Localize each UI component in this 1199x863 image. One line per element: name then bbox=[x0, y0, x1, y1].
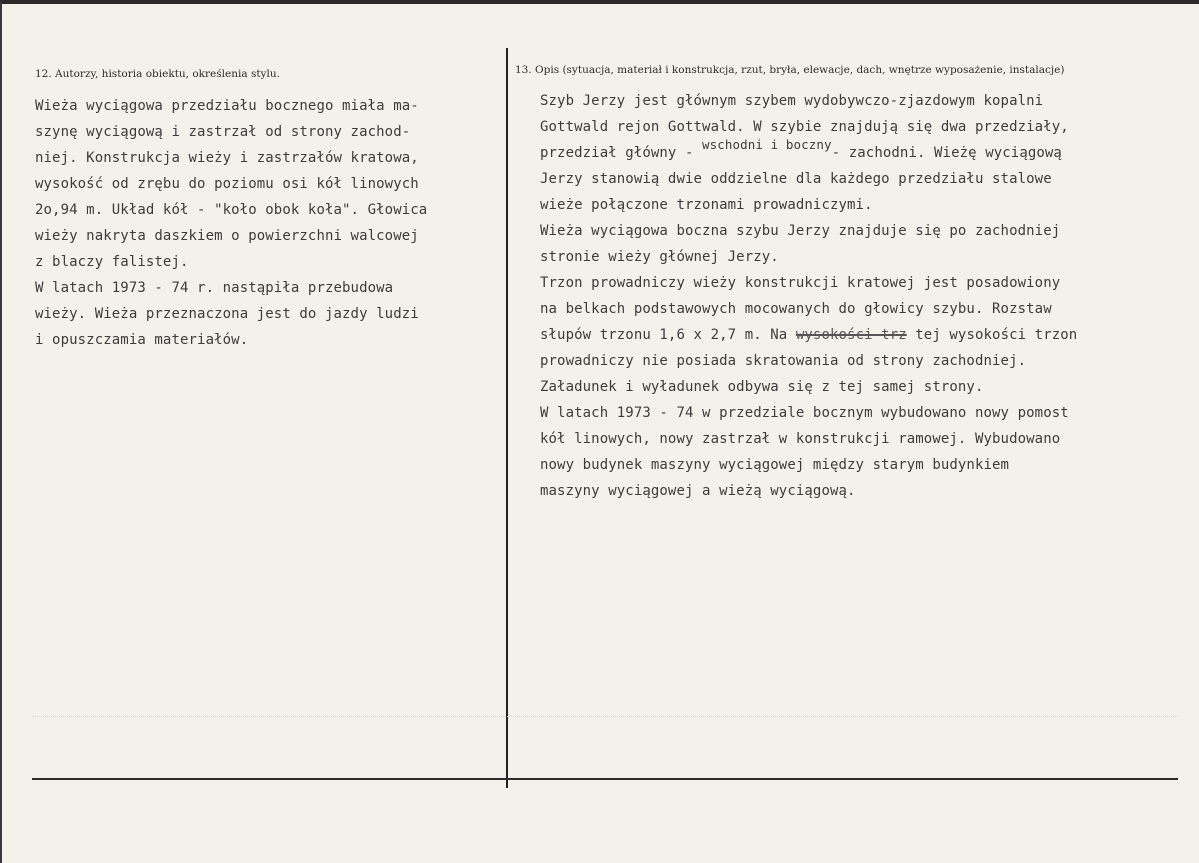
text-line: prowadniczy nie posiada skratowania od strony zachodniej. bbox=[540, 353, 1027, 369]
text-fragment: - zachodni. Wieżę wyciągową bbox=[831, 145, 1062, 161]
text-line: wysokość od zrębu do poziomu osi kół linowych bbox=[35, 176, 419, 192]
section-13-header: 13. Opis (sytuacja, materiał i konstrukcja, rzut, bryła, elewacje, dach, wnętrze wyposażenie, instalacje) bbox=[515, 64, 1065, 76]
text-line: W latach 1973 - 74 w przedziale bocznym wybudowano nowy pomost bbox=[540, 405, 1069, 421]
text-line bbox=[540, 137, 1077, 166]
text-line: maszyny wyciągowej a wieżą wyciągową. bbox=[540, 483, 856, 499]
text-line bbox=[540, 322, 1077, 348]
text-line: wieży. Wieża przeznaczona jest do jazdy ludzi bbox=[35, 306, 419, 322]
text-line: Trzon prowadniczy wieży konstrukcji kratowej jest posadowiony bbox=[540, 275, 1061, 291]
text-line: W latach 1973 - 74 r. nastąpiła przebudowa bbox=[35, 280, 394, 296]
text-line: nowy budynek maszyny wyciągowej między starym budynkiem bbox=[540, 457, 1010, 473]
text-line: Wieża wyciągowa boczna szybu Jerzy znajduje się po zachodniej bbox=[540, 223, 1061, 239]
text-fragment: przedział główny - bbox=[540, 145, 703, 161]
text-line: Szyb Jerzy jest głównym szybem wydobywczo-zjazdowym kopalni bbox=[540, 93, 1044, 109]
text-line: na belkach podstawowych mocowanych do głowicy szybu. Rozstaw bbox=[540, 301, 1052, 317]
text-line: Gottwald rejon Gottwald. W szybie znajdują się dwa przedziały, bbox=[540, 119, 1069, 135]
text-fragment: słupów trzonu 1,6 x 2,7 m. Na bbox=[540, 327, 796, 343]
section-12-text bbox=[35, 93, 427, 353]
faint-rule bbox=[32, 716, 1178, 718]
text-line: z blaczy falistej. bbox=[35, 254, 189, 270]
struck-out-text: wysokości trz bbox=[795, 327, 907, 343]
text-line: stronie wieży głównej Jerzy. bbox=[540, 249, 779, 265]
section-12-header: 12. Autorzy, historia obiektu, określenia stylu. bbox=[35, 68, 280, 80]
inserted-text: wschodni i boczny bbox=[702, 137, 832, 152]
section-13-text bbox=[540, 88, 1077, 504]
text-line: szynę wyciągową i zastrzał od strony zachod- bbox=[35, 124, 411, 140]
text-line: Załadunek i wyładunek odbywa się z tej samej strony. bbox=[540, 379, 984, 395]
text-line: i opuszczamia materiałów. bbox=[35, 332, 249, 348]
text-line: Wieża wyciągowa przedziału bocznego miała ma- bbox=[35, 98, 419, 114]
bottom-rule bbox=[32, 778, 1178, 780]
text-line: wieże połączone trzonami prowadniczymi. bbox=[540, 197, 873, 213]
text-line: niej. Konstrukcja wieży i zastrzałów kratowa, bbox=[35, 150, 419, 166]
column-divider bbox=[506, 48, 508, 788]
text-line: wieży nakryta daszkiem o powierzchni walcowej bbox=[35, 228, 419, 244]
text-line: 2o,94 m. Układ kół - "koło obok koła". Głowica bbox=[35, 202, 428, 218]
text-line: Jerzy stanowią dwie oddzielne dla każdego przedziału stalowe bbox=[540, 171, 1052, 187]
text-line: kół linowych, nowy zastrzał w konstrukcji ramowej. Wybudowano bbox=[540, 431, 1061, 447]
text-fragment: tej wysokości trzon bbox=[906, 327, 1078, 343]
